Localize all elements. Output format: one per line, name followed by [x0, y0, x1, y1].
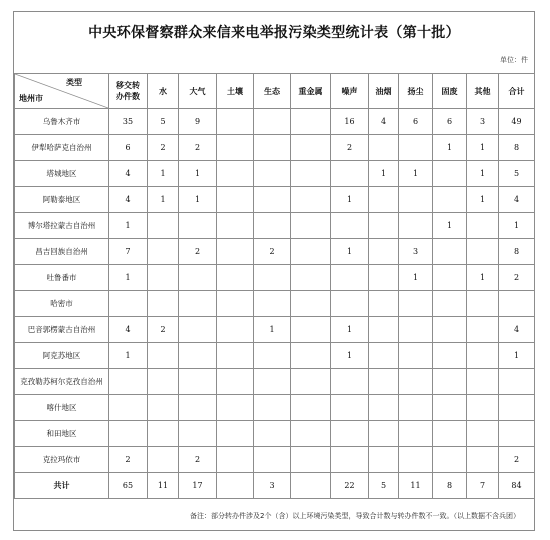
- value-cell: 4: [369, 109, 399, 135]
- value-cell: [179, 213, 217, 239]
- value-cell: 1: [148, 187, 179, 213]
- column-header: 重金属: [291, 74, 331, 109]
- value-cell: [467, 213, 499, 239]
- value-cell: [399, 447, 433, 473]
- table-row: [15, 187, 535, 213]
- column-header: 固废: [433, 74, 467, 109]
- value-cell: [399, 291, 433, 317]
- value-cell: [254, 187, 291, 213]
- total-value-cell: 7: [467, 473, 499, 499]
- value-cell: 1: [331, 239, 369, 265]
- region-cell: 和田地区: [15, 421, 109, 447]
- table-row: [15, 213, 535, 239]
- value-cell: [331, 161, 369, 187]
- value-cell: [179, 343, 217, 369]
- value-cell: [399, 343, 433, 369]
- value-cell: 3: [399, 239, 433, 265]
- value-cell: [148, 239, 179, 265]
- value-cell: [433, 395, 467, 421]
- value-cell: 1: [179, 161, 217, 187]
- value-cell: [369, 395, 399, 421]
- value-cell: [179, 395, 217, 421]
- region-cell: 哈密市: [15, 291, 109, 317]
- value-cell: [291, 161, 331, 187]
- value-cell: [369, 317, 399, 343]
- value-cell: [467, 447, 499, 473]
- document-frame: [13, 11, 535, 531]
- value-cell: [467, 369, 499, 395]
- region-cell: 喀什地区: [15, 395, 109, 421]
- value-cell: [369, 213, 399, 239]
- value-cell: 5: [148, 109, 179, 135]
- value-cell: 2: [254, 239, 291, 265]
- value-cell: [369, 421, 399, 447]
- value-cell: [179, 265, 217, 291]
- column-header: 水: [148, 74, 179, 109]
- header-row: [15, 74, 535, 109]
- total-value-cell: 65: [109, 473, 148, 499]
- value-cell: [331, 421, 369, 447]
- value-cell: [433, 369, 467, 395]
- value-cell: 1: [433, 213, 467, 239]
- value-cell: [369, 187, 399, 213]
- value-cell: 1: [467, 265, 499, 291]
- value-cell: 2: [331, 135, 369, 161]
- column-header: 大气: [179, 74, 217, 109]
- value-cell: [179, 421, 217, 447]
- region-cell: 塔城地区: [15, 161, 109, 187]
- value-cell: [109, 369, 148, 395]
- value-cell: [399, 135, 433, 161]
- value-cell: 1: [369, 161, 399, 187]
- region-cell: 阿勒泰地区: [15, 187, 109, 213]
- value-cell: 2: [109, 447, 148, 473]
- value-cell: [433, 239, 467, 265]
- value-cell: 6: [399, 109, 433, 135]
- value-cell: [291, 239, 331, 265]
- value-cell: 4: [109, 317, 148, 343]
- value-cell: [399, 395, 433, 421]
- value-cell: [217, 187, 254, 213]
- value-cell: 1: [467, 161, 499, 187]
- value-cell: [369, 291, 399, 317]
- value-cell: [217, 109, 254, 135]
- value-cell: 2: [148, 317, 179, 343]
- value-cell: 4: [499, 317, 535, 343]
- table-row: [15, 369, 535, 395]
- value-cell: [331, 369, 369, 395]
- value-cell: [369, 447, 399, 473]
- value-cell: [291, 317, 331, 343]
- value-cell: 3: [467, 109, 499, 135]
- value-cell: 1: [179, 187, 217, 213]
- value-cell: [254, 161, 291, 187]
- value-cell: [254, 213, 291, 239]
- value-cell: [369, 265, 399, 291]
- total-value-cell: 17: [179, 473, 217, 499]
- value-cell: 4: [499, 187, 535, 213]
- page-title: 中央环保督察群众来信来电举报污染类型统计表（第十批）: [88, 25, 460, 41]
- value-cell: [217, 343, 254, 369]
- total-value-cell: 5: [369, 473, 399, 499]
- value-cell: [148, 213, 179, 239]
- total-value-cell: 3: [254, 473, 291, 499]
- total-value-cell: 84: [499, 473, 535, 499]
- value-cell: [467, 291, 499, 317]
- value-cell: [179, 291, 217, 317]
- value-cell: 6: [433, 109, 467, 135]
- value-cell: [291, 447, 331, 473]
- table-row: [15, 291, 535, 317]
- value-cell: [291, 395, 331, 421]
- value-cell: 2: [179, 239, 217, 265]
- table-row: [15, 421, 535, 447]
- value-cell: [254, 395, 291, 421]
- value-cell: [291, 343, 331, 369]
- column-header-transferred: [109, 74, 148, 109]
- value-cell: [109, 395, 148, 421]
- value-cell: [399, 421, 433, 447]
- value-cell: 7: [109, 239, 148, 265]
- value-cell: 4: [109, 161, 148, 187]
- value-cell: [499, 395, 535, 421]
- value-cell: [433, 187, 467, 213]
- table-row: [15, 395, 535, 421]
- value-cell: [467, 317, 499, 343]
- value-cell: 2: [499, 447, 535, 473]
- table-row: [15, 135, 535, 161]
- statistics-table: [14, 73, 535, 499]
- value-cell: 49: [499, 109, 535, 135]
- value-cell: [179, 369, 217, 395]
- unit-label: 单位：件: [500, 56, 528, 64]
- value-cell: [331, 291, 369, 317]
- value-cell: [291, 135, 331, 161]
- value-cell: 8: [499, 239, 535, 265]
- value-cell: 1: [433, 135, 467, 161]
- value-cell: [433, 421, 467, 447]
- value-cell: [291, 213, 331, 239]
- value-cell: [148, 265, 179, 291]
- value-cell: [217, 447, 254, 473]
- column-header: 其他: [467, 74, 499, 109]
- value-cell: [499, 291, 535, 317]
- table-row: [15, 161, 535, 187]
- value-cell: 1: [331, 343, 369, 369]
- value-cell: 2: [499, 265, 535, 291]
- table-body: [15, 109, 535, 499]
- region-cell: 乌鲁木齐市: [15, 109, 109, 135]
- value-cell: [291, 265, 331, 291]
- value-cell: 2: [148, 135, 179, 161]
- corner-region-label: 地州市: [19, 94, 43, 103]
- value-cell: [254, 369, 291, 395]
- value-cell: 6: [109, 135, 148, 161]
- value-cell: [254, 135, 291, 161]
- region-cell: 克拉玛依市: [15, 447, 109, 473]
- region-cell: 阿克苏地区: [15, 343, 109, 369]
- value-cell: [217, 421, 254, 447]
- value-cell: [467, 395, 499, 421]
- column-header-text: 办件数: [116, 92, 140, 101]
- value-cell: [399, 317, 433, 343]
- value-cell: [217, 291, 254, 317]
- value-cell: [148, 369, 179, 395]
- table-row: [15, 109, 535, 135]
- corner-type-label: 类型: [66, 78, 82, 87]
- value-cell: [291, 369, 331, 395]
- value-cell: [179, 317, 217, 343]
- value-cell: [331, 447, 369, 473]
- value-cell: [399, 369, 433, 395]
- total-value-cell: [217, 473, 254, 499]
- value-cell: [254, 109, 291, 135]
- value-cell: [148, 447, 179, 473]
- total-value-cell: [291, 473, 331, 499]
- total-value-cell: 11: [399, 473, 433, 499]
- value-cell: [433, 161, 467, 187]
- value-cell: [109, 291, 148, 317]
- column-header: 生态: [254, 74, 291, 109]
- value-cell: 5: [499, 161, 535, 187]
- value-cell: [331, 265, 369, 291]
- value-cell: 1: [399, 265, 433, 291]
- table-row: [15, 265, 535, 291]
- value-cell: 2: [179, 447, 217, 473]
- column-header: 合计: [499, 74, 535, 109]
- column-header: 油烟: [369, 74, 399, 109]
- value-cell: [148, 291, 179, 317]
- value-cell: [217, 369, 254, 395]
- value-cell: [254, 421, 291, 447]
- total-value-cell: 8: [433, 473, 467, 499]
- value-cell: [291, 109, 331, 135]
- value-cell: 1: [467, 187, 499, 213]
- value-cell: [254, 447, 291, 473]
- value-cell: 1: [109, 213, 148, 239]
- column-header-text: 移交转: [116, 81, 140, 90]
- value-cell: [433, 265, 467, 291]
- value-cell: [148, 395, 179, 421]
- value-cell: [331, 395, 369, 421]
- value-cell: [148, 343, 179, 369]
- value-cell: [331, 213, 369, 239]
- value-cell: 1: [499, 213, 535, 239]
- value-cell: 1: [331, 317, 369, 343]
- value-cell: [369, 343, 399, 369]
- value-cell: [433, 343, 467, 369]
- value-cell: 1: [499, 343, 535, 369]
- value-cell: 4: [109, 187, 148, 213]
- value-cell: [217, 135, 254, 161]
- value-cell: 1: [148, 161, 179, 187]
- total-value-cell: 22: [331, 473, 369, 499]
- region-cell: 克孜勒苏柯尔克孜自治州: [15, 369, 109, 395]
- value-cell: [467, 343, 499, 369]
- table-row: [15, 317, 535, 343]
- value-cell: [499, 421, 535, 447]
- table-row: [15, 239, 535, 265]
- region-cell: 吐鲁番市: [15, 265, 109, 291]
- column-header: 噪声: [331, 74, 369, 109]
- value-cell: [148, 421, 179, 447]
- total-row: [15, 473, 535, 499]
- value-cell: [254, 291, 291, 317]
- value-cell: [217, 317, 254, 343]
- total-value-cell: 11: [148, 473, 179, 499]
- value-cell: 1: [399, 161, 433, 187]
- value-cell: [109, 421, 148, 447]
- value-cell: [369, 239, 399, 265]
- value-cell: 2: [179, 135, 217, 161]
- value-cell: 8: [499, 135, 535, 161]
- value-cell: [217, 265, 254, 291]
- value-cell: [467, 421, 499, 447]
- value-cell: [291, 187, 331, 213]
- value-cell: [369, 135, 399, 161]
- value-cell: [217, 161, 254, 187]
- value-cell: 1: [109, 265, 148, 291]
- region-cell: 巴音郭楞蒙古自治州: [15, 317, 109, 343]
- value-cell: 9: [179, 109, 217, 135]
- value-cell: [217, 239, 254, 265]
- value-cell: 1: [331, 187, 369, 213]
- value-cell: 16: [331, 109, 369, 135]
- value-cell: [433, 317, 467, 343]
- value-cell: [217, 395, 254, 421]
- region-cell: 伊犁哈萨克自治州: [15, 135, 109, 161]
- footnote: 备注：部分转办件涉及2个（含）以上环境污染类型，导致合计数与转办件数不一致。（以上数据不含兵团）: [190, 512, 520, 520]
- column-header: 扬尘: [399, 74, 433, 109]
- value-cell: [499, 369, 535, 395]
- value-cell: 1: [109, 343, 148, 369]
- column-header: 土壤: [217, 74, 254, 109]
- table-row: [15, 447, 535, 473]
- value-cell: [433, 447, 467, 473]
- value-cell: [399, 213, 433, 239]
- value-cell: [217, 213, 254, 239]
- value-cell: [399, 187, 433, 213]
- corner-header: [15, 74, 109, 109]
- value-cell: [291, 421, 331, 447]
- value-cell: [254, 343, 291, 369]
- value-cell: 35: [109, 109, 148, 135]
- value-cell: [254, 265, 291, 291]
- total-label: 共计: [15, 473, 109, 499]
- region-cell: 昌吉回族自治州: [15, 239, 109, 265]
- region-cell: 博尔塔拉蒙古自治州: [15, 213, 109, 239]
- value-cell: [467, 239, 499, 265]
- value-cell: [433, 291, 467, 317]
- value-cell: 1: [254, 317, 291, 343]
- table-row: [15, 343, 535, 369]
- value-cell: [369, 369, 399, 395]
- value-cell: 1: [467, 135, 499, 161]
- value-cell: [291, 291, 331, 317]
